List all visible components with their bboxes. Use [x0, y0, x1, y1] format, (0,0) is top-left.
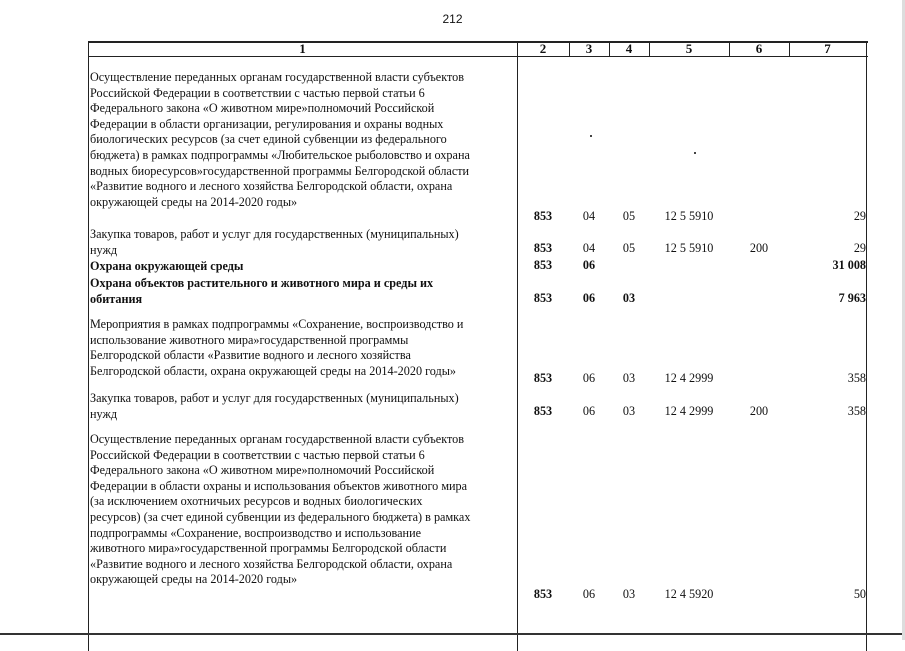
cell-section: 06	[582, 258, 596, 272]
cell-code: 853	[533, 209, 553, 223]
cell-code: 853	[533, 587, 553, 601]
header-col-7: 7	[824, 41, 831, 56]
cell-section: 04	[582, 209, 596, 223]
cell-amount: 29	[853, 209, 866, 223]
row-description: Закупка товаров, работ и услуг для государственных (муниципальных) нужд	[90, 391, 459, 421]
cell-subsection: 03	[622, 371, 636, 385]
column-border	[866, 41, 867, 651]
cell-amount: 358	[847, 404, 866, 418]
row-description: Осуществление переданных органам государственной власти субъектов Российской Федерации в соответствии с частью первой статьи 6 Федерального закона «О животном мире»полномочий Российской Федерации в области организации, регулирования и охраны водных биологических ресурсов (за счет единой субвенции из федерального бюджета) в рамках подпрограммы «Любительское рыболовство и охрана водных биоресурсов»государственной программы Белгородской области «Развитие водного и лесного хозяйства Белгородской области, охрана окружающей среды на 2014-2020 годы»	[90, 70, 470, 209]
cell-section: 06	[582, 371, 596, 385]
scan-speck	[590, 135, 592, 137]
cell-code: 853	[533, 371, 553, 385]
cell-code: 853	[533, 258, 553, 272]
cell-code: 853	[533, 241, 553, 255]
cell-subsection: 05	[622, 241, 636, 255]
row-description: Охрана объектов растительного и животного мира и среды их обитания	[90, 276, 434, 306]
column-border	[88, 41, 89, 651]
page-number: 212	[442, 12, 463, 26]
cell-section: 06	[582, 404, 596, 418]
budget-table	[88, 41, 868, 651]
cell-section: 06	[582, 587, 596, 601]
cell-expense-type: 200	[749, 404, 769, 418]
cell-subsection: 03	[622, 404, 636, 418]
cell-code: 853	[533, 404, 553, 418]
cell-target-article: 12 4 2999	[664, 371, 714, 385]
cell-subsection: 05	[622, 209, 636, 223]
cell-section: 04	[582, 241, 596, 255]
row-description: Осуществление переданных органам государственной власти субъектов Российской Федерации в соответствии с частью первой статьи 6 Федерального закона «О животном мире»полномочий Российской Федерации в области охраны и использования объектов животного мира (за исключением охотничьих ресурсов и водных биологических ресурсов) (за счет единой субвенции из федерального бюджета) в рамках подпрограммы «Сохранение, воспроизводство и использование животного мира»государственной программы Белгородской области «Развитие водного и лесного хозяйства Белгородской области, охрана окружающей среды на 2014-2020 годы»	[90, 432, 471, 587]
cell-expense-type: 200	[749, 241, 769, 255]
header-col-4: 4	[625, 41, 633, 56]
cell-target-article: 12 5 5910	[664, 209, 714, 223]
scan-bottom-edge	[0, 633, 905, 635]
cell-target-article: 12 4 2999	[664, 404, 714, 418]
cell-target-article: 12 5 5910	[664, 241, 714, 255]
header-col-1: 1	[299, 41, 306, 56]
cell-amount: 29	[853, 241, 866, 255]
header-col-3: 3	[585, 41, 593, 56]
header-col-2: 2	[539, 41, 547, 56]
scan-corner-mark	[0, 0, 60, 4]
row-description: Мероприятия в рамках подпрограммы «Сохранение, воспроизводство и использование животного мира»государственной программы Белгородской области «Развитие водного и лесного хозяйства Белгородской области, охрана окружающей среды на 2014-2020 годы»	[90, 317, 464, 378]
row-description: Охрана окружающей среды	[90, 259, 244, 273]
row-description: Закупка товаров, работ и услуг для государственных (муниципальных) нужд	[90, 227, 459, 257]
header-bottom-border	[88, 56, 868, 57]
header-col-5: 5	[685, 41, 693, 56]
cell-code: 853	[533, 291, 553, 305]
scan-speck	[694, 152, 696, 154]
cell-section: 06	[582, 291, 596, 305]
cell-amount: 358	[847, 371, 866, 385]
column-border	[517, 41, 518, 651]
cell-target-article: 12 4 5920	[664, 587, 714, 601]
cell-amount: 31 008	[832, 258, 866, 272]
header-col-6: 6	[755, 41, 763, 56]
cell-amount: 7 963	[838, 291, 866, 305]
cell-amount: 50	[853, 587, 866, 601]
cell-subsection: 03	[622, 587, 636, 601]
cell-subsection: 03	[622, 291, 636, 305]
